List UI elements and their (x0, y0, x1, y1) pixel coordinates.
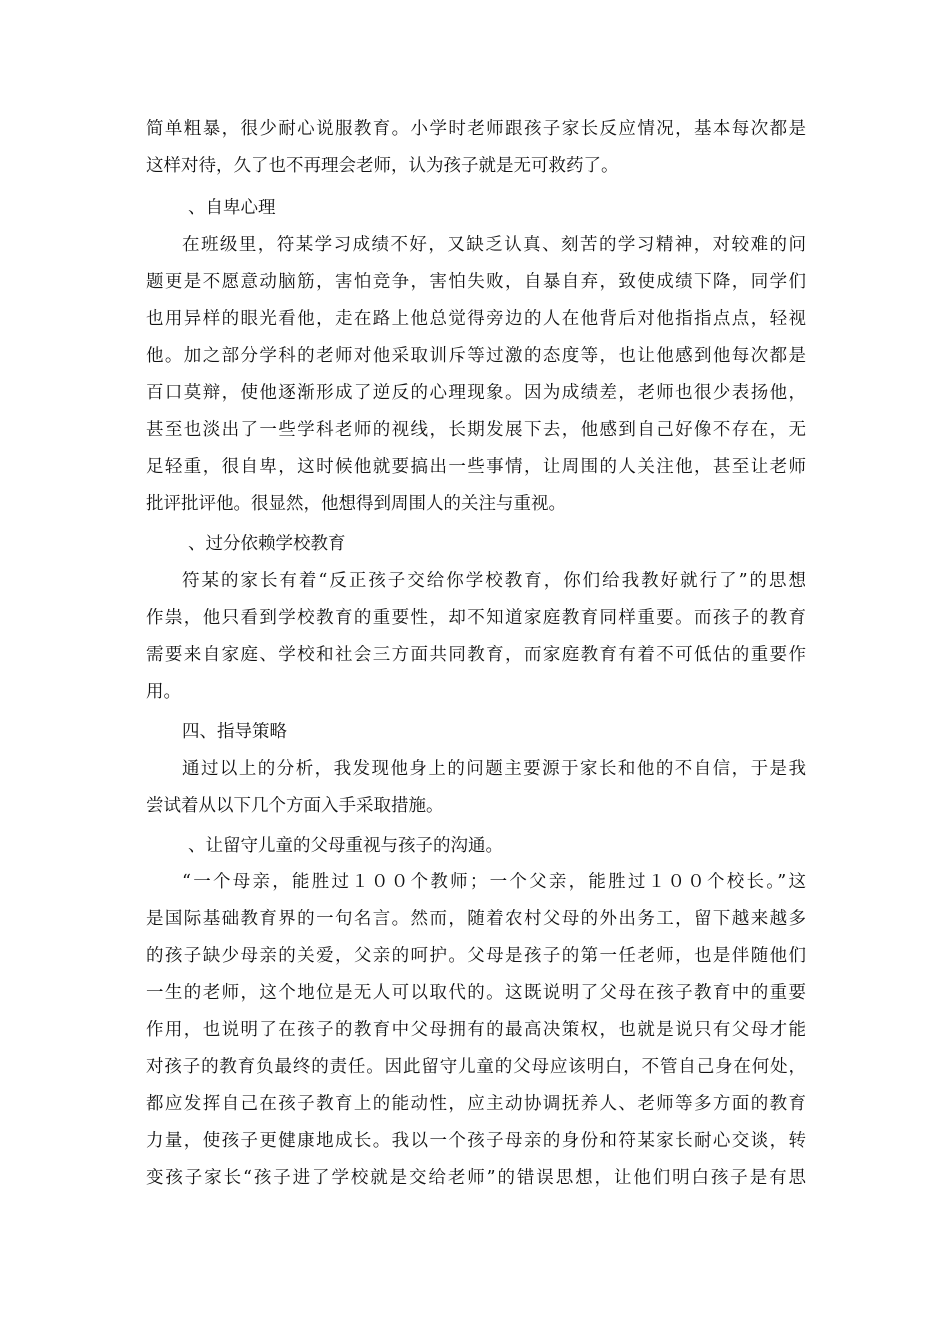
text-line: 通过以上的分析，我发现他身上的问题主要源于家长和他的不自信，于是我 (182, 759, 806, 779)
text-line: 变孩子家长“孩子进了学校就是交给老师”的错误思想，让他们明白孩子是有思 (146, 1168, 806, 1188)
text-line: 这样对待，久了也不再理会老师，认为孩子就是无可救药了。 (146, 156, 619, 176)
text-line: 题更是不愿意动脑筋，害怕竞争，害怕失败，自暴自弃，致使成绩下降，同学们 (146, 272, 806, 292)
text-line: 也用异样的眼光看他，走在路上他总觉得旁边的人在他背后对他指指点点，轻视 (146, 309, 806, 329)
section-heading: 、让留守儿童的父母重视与孩子的沟通。 (188, 836, 503, 856)
text-line: 一生的老师，这个地位是无人可以取代的。这既说明了父母在孩子教育中的重要 (146, 983, 806, 1003)
text-line: 都应发挥自己在孩子教育上的能动性，应主动协调抚养人、老师等多方面的教育 (146, 1094, 806, 1114)
text-line: 尝试着从以下几个方面入手采取措施。 (146, 796, 444, 816)
section-heading: 、自卑心理 (188, 198, 276, 218)
text-line: 对孩子的教育负最终的责任。因此留守儿童的父母应该明白，不管自己身在何处， (146, 1057, 806, 1077)
text-line: 力量，使孩子更健康地成长。我以一个孩子母亲的身份和符某家长耐心交谈，转 (146, 1131, 806, 1151)
text-line: 作用，也说明了在孩子的教育中父母拥有的最高决策权，也就是说只有父母才能 (146, 1020, 806, 1040)
text-line: 甚至也淡出了一些学科老师的视线，长期发展下去，他感到自己好像不存在，无 (146, 420, 806, 440)
text-line: 简单粗暴，很少耐心说服教育。小学时老师跟孩子家长反应情况，基本每次都是 (146, 119, 806, 139)
text-line: 足轻重，很自卑，这时候他就要搞出一些事情，让周围的人关注他，甚至让老师 (146, 457, 806, 477)
text-line: 符某的家长有着“反正孩子交给你学校教育，你们给我教好就行了”的思想 (182, 571, 806, 591)
section-heading: 四、指导策略 (182, 722, 287, 742)
text-line: 批评批评他。很显然，他想得到周围人的关注与重视。 (146, 494, 566, 514)
text-line: 的孩子缺少母亲的关爱，父亲的呵护。父母是孩子的第一任老师，也是伴随他们 (146, 946, 806, 966)
text-line: 百口莫辩，使他逐渐形成了逆反的心理现象。因为成绩差，老师也很少表扬他， (146, 383, 806, 403)
text-line: “一个母亲，能胜过１００个教师；一个父亲，能胜过１００个校长。”这 (182, 872, 806, 892)
text-line: 在班级里，符某学习成绩不好，又缺乏认真、刻苦的学习精神，对较难的问 (182, 235, 806, 255)
text-line: 作祟，他只看到学校教育的重要性，却不知道家庭教育同样重要。而孩子的教育 (146, 608, 806, 628)
text-line: 他。加之部分学科的老师对他采取训斥等过激的态度等，也让他感到他每次都是 (146, 346, 806, 366)
text-line: 需要来自家庭、学校和社会三方面共同教育，而家庭教育有着不可低估的重要作 (146, 645, 806, 665)
text-line: 用。 (146, 682, 181, 702)
section-heading: 、过分依赖学校教育 (188, 534, 346, 554)
text-line: 是国际基础教育界的一句名言。然而，随着农村父母的外出务工，留下越来越多 (146, 909, 806, 929)
